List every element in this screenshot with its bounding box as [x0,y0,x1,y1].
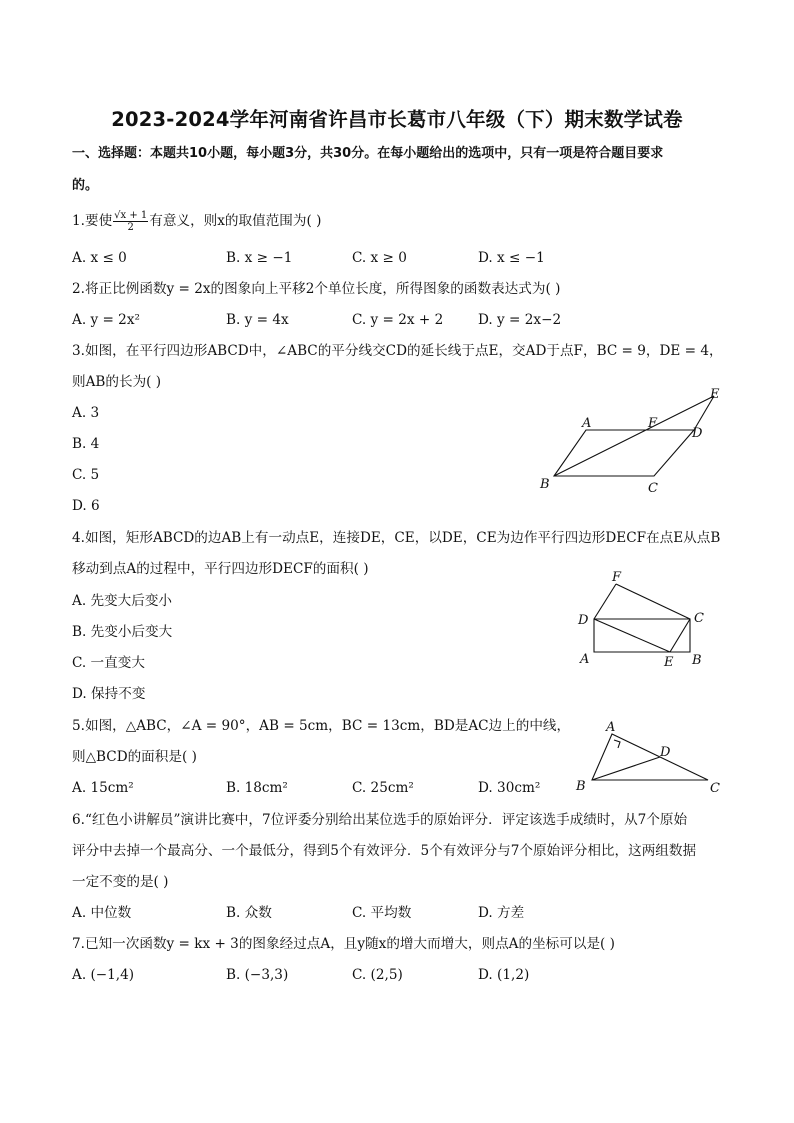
label-f: F [612,570,622,585]
right-angle-mark [614,740,620,748]
question-1-prefix: 1.要使 [72,213,113,229]
label-b: B [576,779,586,794]
q6-option-d: D. 方差 [478,905,525,921]
q1-option-a: A. x ≤ 0 [72,250,127,266]
q4-option-d: D. 保持不变 [72,686,146,702]
question-4-line1: 4.如图，矩形ABCD的边AB上有一动点E，连接DE，CE，以DE，CE为边作平行四边形DECF在点E从点B [72,530,721,546]
q6-option-c: C. 平均数 [352,905,412,921]
fraction-numerator: √x + 1 [114,210,148,221]
question-6-line3: 一定不变的是( ) [72,874,169,890]
label-a: A [582,416,592,431]
q3-option-a: A. 3 [72,405,100,421]
q5-option-d: D. 30cm² [478,780,541,796]
q1-option-b: B. x ≥ −1 [226,250,293,266]
q2-option-c: C. y = 2x + 2 [352,312,444,328]
label-e: E [710,387,720,402]
question-7: 7.已知一次函数y = kx + 3的图象经过点A，且y随x的增大而增大，则点A的坐标可以是( ) [72,936,615,952]
q4-rectangle-figure [572,566,712,672]
label-a: A [580,652,590,667]
question-5-line1: 5.如图，△ABC，∠A = 90°，AB = 5cm，BC = 13cm，BD是AC边上的中线， [72,718,571,734]
question-3-line1: 3.如图，在平行四边形ABCD中，∠ABC的平分线交CD的延长线于点E，交AD于点F，BC = 9，DE = 4， [72,343,723,359]
label-d: D [578,613,589,628]
label-e: E [664,655,674,670]
exam-title: 2023-2024学年河南省许昌市长葛市八年级（下）期末数学试卷 [111,108,683,131]
section-heading-line1: 一、选择题：本题共10小题，每小题3分，共30分。在每小题给出的选项中，只有一项是符合题目要求 [72,146,664,161]
q2-option-d: D. y = 2x−2 [478,312,562,328]
question-6-line1: 6.“红色小讲解员”演讲比赛中，7位评委分别给出某位选手的原始评分．评定该选手成绩时，从7个原始 [72,812,688,828]
q7-option-b: B. (−3,3) [226,967,289,983]
label-c: C [648,481,658,496]
q3-option-d: D. 6 [72,498,100,514]
question-4-line2: 移动到点A的过程中，平行四边形DECF的面积( ) [72,561,369,577]
label-d: D [692,426,703,441]
label-c: C [710,781,720,796]
label-d: D [660,745,671,760]
question-1-fraction [113,210,148,233]
fraction-denominator: 2 [127,222,134,233]
question-2: 2.将正比例函数y = 2x的图象向上平移2个单位长度，所得图象的函数表达式为( ) [72,281,561,297]
q2-option-b: B. y = 4x [226,312,289,328]
q7-option-a: A. (−1,4) [72,967,135,983]
q1-option-c: C. x ≥ 0 [352,250,407,266]
q6-option-a: A. 中位数 [72,905,132,921]
segment-df [594,584,616,619]
label-b: B [540,477,550,492]
q6-option-b: B. 众数 [226,905,272,921]
parallelogram-abcd [554,430,694,476]
q7-option-d: D. (1,2) [478,967,530,983]
q3-option-c: C. 5 [72,467,100,483]
q4-option-a: A. 先变大后变小 [72,593,173,609]
q1-option-d: D. x ≤ −1 [478,250,545,266]
q3-option-b: B. 4 [72,436,100,452]
question-1-suffix: 有意义，则x的取值范围为( ) [149,213,322,229]
label-b: B [692,653,702,668]
q7-option-c: C. (2,5) [352,967,403,983]
segment-fc [616,584,690,619]
q5-option-c: C. 25cm² [352,780,414,796]
segment-ce [670,619,690,652]
q3-parallelogram-figure [536,384,726,496]
label-f: F [648,416,658,431]
question-6-line2: 评分中去掉一个最高分、一个最低分，得到5个有效评分．5个有效评分与7个原始评分相比，这两组数据 [72,843,697,859]
triangle-abc [592,734,708,780]
label-a: A [606,720,616,735]
question-1 [72,210,321,233]
label-c: C [694,611,704,626]
rectangle-abcd [594,619,690,652]
q4-option-c: C. 一直变大 [72,655,145,671]
section-heading-line2: 的。 [72,178,99,193]
q4-option-b: B. 先变小后变大 [72,624,173,640]
question-3-line2: 则AB的长为( ) [72,374,162,390]
q5-option-a: A. 15cm² [72,780,134,796]
q5-triangle-figure [572,714,728,798]
q5-option-b: B. 18cm² [226,780,288,796]
q2-option-a: A. y = 2x² [72,312,140,328]
question-5-line2: 则△BCD的面积是( ) [72,749,197,765]
bisector-be [554,396,714,476]
median-bd [592,757,660,780]
segment-de [594,619,670,652]
